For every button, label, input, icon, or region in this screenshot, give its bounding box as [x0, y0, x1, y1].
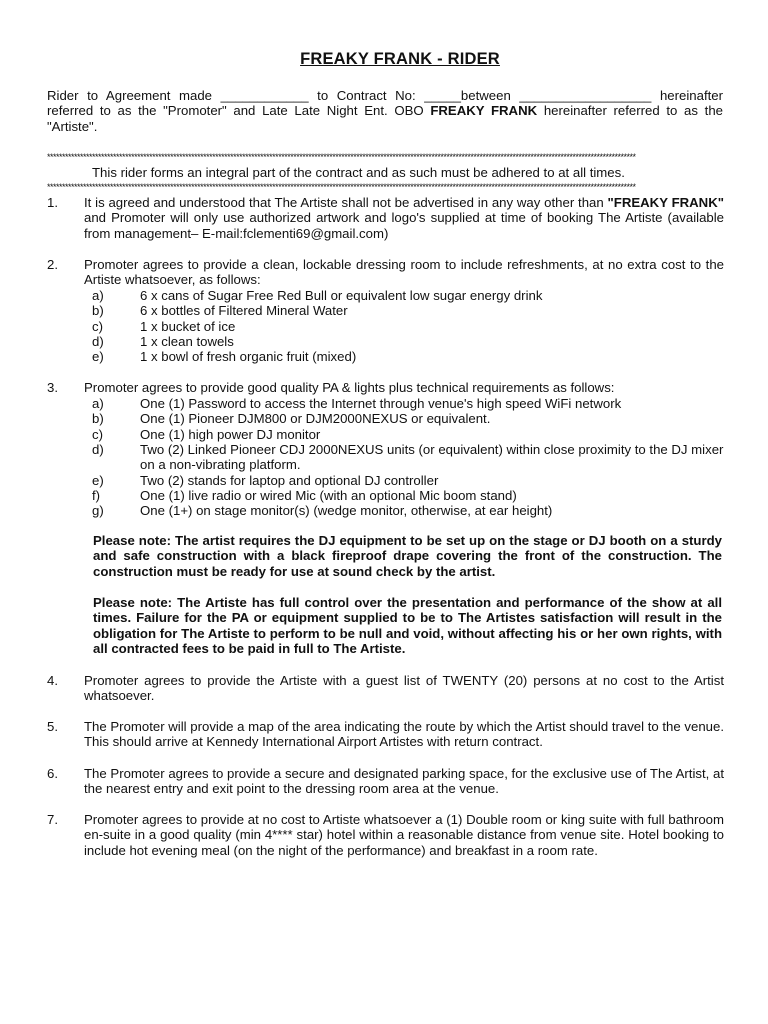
list-item-letter: g)	[92, 503, 104, 518]
list-item-letter: e)	[92, 473, 104, 488]
clause-text: The Promoter will provide a map of the area indicating the route by which the Artist should travel to the venue. This should arrive at Kennedy International Airport Artistes with return contract.	[84, 719, 724, 750]
please-note-paragraph: Please note: The Artiste has full control over the presentation and performance of the show at all times. Failure for the PA or equipment supplied to be to The Artistes satisfaction will result in the obligation for The Artiste to perform to be null and void, without affecting his or her own rights, with all contracted fees to be paid in full to The Artiste.	[93, 595, 722, 657]
clause-number: 1.	[47, 195, 58, 210]
list-item-letter: b)	[92, 411, 104, 426]
list-item	[92, 488, 732, 503]
list-item-letter: a)	[92, 288, 104, 303]
list-item-letter: d)	[92, 334, 104, 349]
list-item	[92, 442, 732, 473]
clause-text	[84, 195, 724, 241]
clause-number: 6.	[47, 766, 58, 781]
list-item	[92, 427, 732, 442]
list-item	[92, 319, 732, 334]
list-item	[92, 473, 732, 488]
list-item-text: 1 x clean towels	[140, 334, 234, 349]
clause-number: 7.	[47, 812, 58, 827]
list-item	[92, 303, 732, 318]
list-item	[92, 288, 732, 303]
list-item	[92, 334, 732, 349]
list-item-letter: c)	[92, 319, 103, 334]
separator-line: ****************************************************************************************************************************************************************************************************	[47, 182, 636, 192]
clause-text-part2: and Promoter will only use authorized artwork and logo's supplied at time of booking The Artiste (available from management– E-mail:fclementi69@gmail.com)	[84, 210, 724, 241]
clause-text: Promoter agrees to provide good quality PA & lights plus technical requirements as follows:	[84, 380, 615, 395]
clause-text-part1: It is agreed and understood that The Artiste shall not be advertised in any way other than	[84, 195, 608, 210]
list-item-letter: b)	[92, 303, 104, 318]
list-item	[92, 503, 732, 518]
please-note-paragraph: Please note: The artist requires the DJ equipment to be set up on the stage or DJ booth on a sturdy and safe construction with a black fireproof drape covering the front of the construction. The construction must be ready for use at sound check by the artist.	[93, 533, 722, 579]
intro-text-part1: Rider to Agreement made ____________ to Contract No: _____between __________________ hereinafter referred to as the "Promoter" and Late Late Night Ent. OBO	[47, 88, 723, 119]
list-item-text: 6 x bottles of Filtered Mineral Water	[140, 303, 348, 318]
intro-artist-name: FREAKY FRANK	[430, 103, 538, 119]
list-item-text: 1 x bucket of ice	[140, 319, 236, 334]
clause-number: 2.	[47, 257, 58, 272]
list-item-text: Two (2) Linked Pioneer CDJ 2000NEXUS units (or equivalent) within close proximity to the DJ mixer on a non-vibrating platform.	[140, 442, 724, 473]
document-title: FREAKY FRANK - RIDER	[300, 50, 500, 68]
list-item-text: One (1) Pioneer DJM800 or DJM2000NEXUS or equivalent.	[140, 411, 491, 426]
separator-line: ****************************************************************************************************************************************************************************************************	[47, 152, 636, 162]
list-item-text: Two (2) stands for laptop and optional DJ controller	[140, 473, 439, 488]
list-item-text: 6 x cans of Sugar Free Red Bull or equivalent low sugar energy drink	[140, 288, 543, 303]
artist-name: "FREAKY FRANK"	[607, 195, 724, 210]
list-item	[92, 349, 732, 364]
list-item-text: 1 x bowl of fresh organic fruit (mixed)	[140, 349, 357, 364]
list-item-text: One (1) Password to access the Internet through venue's high speed WiFi network	[140, 396, 622, 411]
list-item	[92, 411, 732, 426]
list-item-text: One (1) high power DJ monitor	[140, 427, 321, 442]
list-item-letter: a)	[92, 396, 104, 411]
clause-text: Promoter agrees to provide the Artiste with a guest list of TWENTY (20) persons at no cost to the Artist whatsoever.	[84, 673, 724, 704]
clause-number: 3.	[47, 380, 58, 395]
list-item-text: One (1+) on stage monitor(s) (wedge monitor, otherwise, at ear height)	[140, 503, 553, 518]
list-item-letter: f)	[92, 488, 101, 503]
list-item-letter: e)	[92, 349, 104, 364]
list-item	[92, 396, 732, 411]
clause-text: Promoter agrees to provide at no cost to Artiste whatsoever a (1) Double room or king suite with full bathroom en-suite in a good quality (min 4**** star) hotel within a reasonable distance from venue site. Hotel booking to include hot evening meal (on the night of the performance) and breakfast in a room rate.	[84, 812, 724, 858]
list-item-letter: d)	[92, 442, 104, 457]
intro-paragraph	[47, 88, 723, 134]
clause-number: 5.	[47, 719, 58, 734]
list-item-text: One (1) live radio or wired Mic (with an optional Mic boom stand)	[140, 488, 517, 503]
clause-text: Promoter agrees to provide a clean, lockable dressing room to include refreshments, at no extra cost to the Artiste whatsoever, as follows:	[84, 257, 724, 288]
clause-number: 4.	[47, 673, 58, 688]
integral-statement: This rider forms an integral part of the contract and as such must be adhered to at all times.	[92, 165, 625, 180]
list-item-letter: c)	[92, 427, 103, 442]
intro-text-part2: hereinafter referred to as the "Artiste".	[47, 103, 723, 134]
clause-text: The Promoter agrees to provide a secure and designated parking space, for the exclusive use of The Artist, at the nearest entry and exit point to the dressing room area at the venue.	[84, 766, 724, 797]
